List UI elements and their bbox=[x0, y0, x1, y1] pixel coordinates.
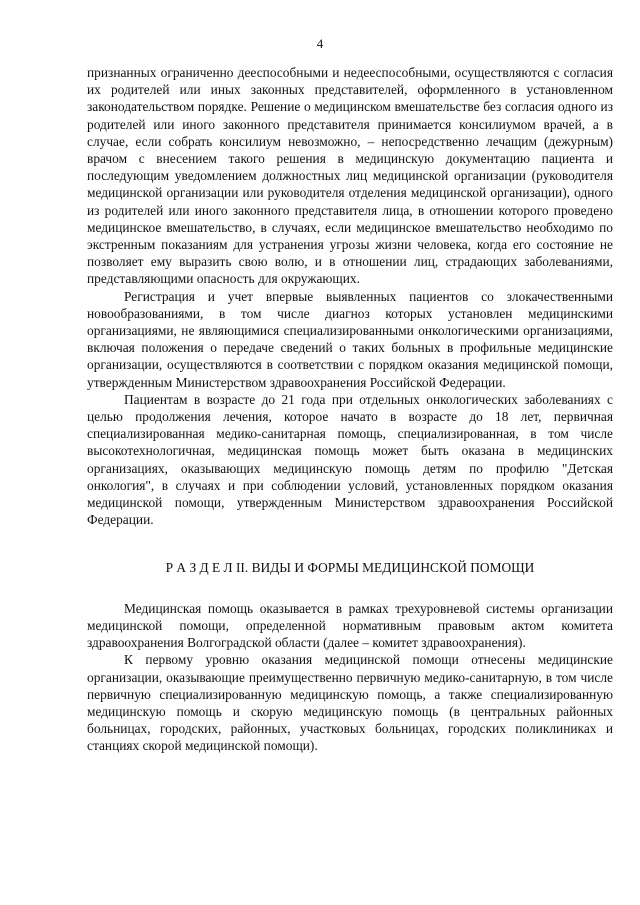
document-body bbox=[87, 64, 613, 755]
section-label: Р А З Д Е Л bbox=[165, 560, 233, 576]
paragraph-three-level-system: Медицинская помощь оказывается в рамках трехуровневой системы организации медицинской помощи, определенной нормативным правовым актом комитета здравоохранения Волгоградской области (далее – комитет здравоохранения). bbox=[87, 600, 613, 651]
section-heading bbox=[87, 559, 613, 576]
page-number: 4 bbox=[316, 36, 324, 51]
paragraph-consent: признанных ограниченно дееспособными и недееспособными, осуществляются с согласия их родителей или иных законных представителей, оформленного в установленном законодательством порядке. Решение о медицинском вмешательстве без согласия одного из родителей или иного законного представителя принимается консилиумом врачей, а в случае, если собрать консилиум невозможно, – непосредственно лечащим (дежурным) врачом с внесением такого решения в медицинскую документацию пациента и последующим уведомлением должностных лиц медицинской организации (руководителя медицинской организации или руководителя отделения медицинской организации), одного из родителей или иного законного представителя лица, в отношении которого проведено медицинское вмешательство, в случаях, если медицинское вмешательство необходимо по экстренным показаниям для устранения угрозы жизни человека, когда его состояние не позволяет ему выразить свою волю, и в отношении лиц, страдающих заболеваниями, представляющими опасность для окружающих. bbox=[87, 65, 613, 287]
paragraph-registration: Регистрация и учет впервые выявленных пациентов со злокачественными новообразованиями, в том числе диагноз которых установлен медицинскими организациями, не являющимися специализированными онкологическими организациями, включая положения о передаче сведений о таких больных в профильные медицинские организации, осуществляются в соответствии с порядком оказания медицинской помощи, утвержденным Министерством здравоохранения Российской Федерации. bbox=[87, 288, 613, 390]
paragraph-first-level: К первому уровню оказания медицинской помощи отнесены медицинские организации, оказывающие преимущественно первичную медико-санитарную, в том числе первичную специализированную медицинскую помощь, а также специализированную медицинскую помощь и скорую медицинскую помощь (в центральных районных больницах, городских, районных, участковых больницах, городских поликлиниках и станциях скорой медицинской помощи). bbox=[87, 652, 613, 754]
paragraph-pediatric-oncology: Пациентам в возрасте до 21 года при отдельных онкологических заболеваниях с целью продолжения лечения, которое начато в возрасте до 18 лет, первичная специализированная медико-санитарная помощь, специализированная, в том числе высокотехнологичная, медицинская помощь может быть оказана в медицинских организациях, оказывающих медицинскую помощь детям по профилю "Детская онкология", в случаях и при соблюдении условий, установленных порядком оказания медицинской помощи, утвержденным Министерством здравоохранения Российской Федерации. bbox=[87, 391, 613, 528]
section-title: II. ВИДЫ И ФОРМЫ МЕДИЦИНСКОЙ ПОМОЩИ bbox=[235, 560, 535, 576]
